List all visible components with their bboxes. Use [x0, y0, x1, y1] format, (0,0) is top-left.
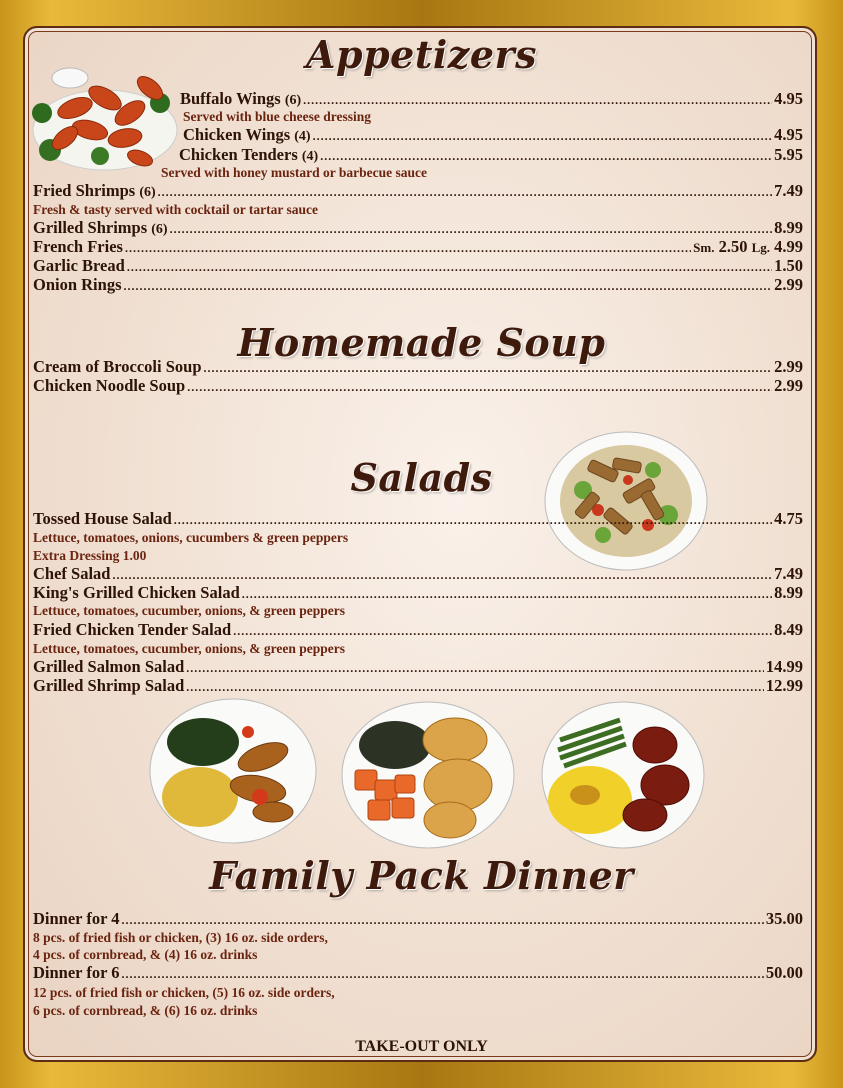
section-title-soup: Homemade Soup [237, 320, 606, 365]
salad-plate-icon [543, 430, 709, 572]
menu-item-chef-salad: Chef Salad ..... 7.49 [33, 564, 803, 583]
menu-item-grilled-shrimps: Grilled Shrimps (6) ..... 8.99 [33, 218, 803, 237]
section-title-salads: Salads [350, 455, 493, 500]
item-description: Served with honey mustard or barbecue sauce [161, 165, 427, 180]
menu-item-tossed-house-salad: Tossed House Salad ..... 4.75 [33, 509, 803, 528]
item-description: 12 pcs. of fried fish or chicken, (5) 16 oz. side orders, [33, 985, 335, 1000]
menu-item-grilled-shrimp-salad: Grilled Shrimp Salad ..... 12.99 [33, 676, 803, 695]
item-description: Extra Dressing 1.00 [33, 548, 147, 563]
section-title-appetizers: Appetizers [306, 32, 537, 77]
menu-item-chicken-noodle: Chicken Noodle Soup ..... 2.99 [33, 376, 803, 395]
menu-item-chicken-wings: Chicken Wings (4) ..... 4.95 [183, 125, 803, 144]
ribs-rice-plate-icon [540, 700, 706, 850]
menu-item-garlic-bread: Garlic Bread ..... 1.50 [33, 256, 803, 275]
menu-item-fried-shrimps: Fried Shrimps (6) ..... 7.49 [33, 181, 803, 200]
item-description: Lettuce, tomatoes, cucumber, onions, & green peppers [33, 603, 345, 618]
item-description: Served with blue cheese dressing [183, 109, 371, 124]
takeout-notice: TAKE-OUT ONLY [355, 1038, 488, 1055]
item-description: 4 pcs. of cornbread, & (4) 16 oz. drinks [33, 947, 258, 962]
wings-plate-icon [30, 58, 180, 173]
menu-item-chicken-tenders: Chicken Tenders (4) ..... 5.95 [179, 145, 803, 164]
menu-item-fried-chicken-tender-salad: Fried Chicken Tender Salad ..... 8.49 [33, 620, 803, 639]
greens-chicken-plate-icon [148, 697, 318, 845]
menu-item-kings-grilled-chicken-salad: King's Grilled Chicken Salad ..... 8.99 [33, 583, 803, 602]
item-description: Fresh & tasty served with cocktail or tartar sauce [33, 202, 318, 217]
menu-item-dinner-for-6: Dinner for 6 ..... 50.00 [33, 963, 803, 982]
menu-item-onion-rings: Onion Rings ..... 2.99 [33, 275, 803, 294]
item-description: Lettuce, tomatoes, cucumber, onions, & green peppers [33, 641, 345, 656]
menu-item-grilled-salmon-salad: Grilled Salmon Salad ..... 14.99 [33, 657, 803, 676]
menu-item-french-fries: French Fries ..... Sm. 2.50 Lg. 4.99 [33, 237, 803, 256]
menu-item-cream-of-broccoli: Cream of Broccoli Soup ..... 2.99 [33, 357, 803, 376]
section-title-family-pack: Family Pack Dinner [209, 853, 634, 898]
fish-yams-plate-icon [340, 700, 516, 850]
item-description: Lettuce, tomatoes, onions, cucumbers & green peppers [33, 530, 349, 545]
menu-item-dinner-for-4: Dinner for 4 ..... 35.00 [33, 909, 803, 928]
menu-item-buffalo-wings: Buffalo Wings (6) ..... 4.95 [180, 89, 803, 108]
item-description: 8 pcs. of fried fish or chicken, (3) 16 oz. side orders, [33, 930, 328, 945]
item-description: 6 pcs. of cornbread, & (6) 16 oz. drinks [33, 1003, 258, 1018]
